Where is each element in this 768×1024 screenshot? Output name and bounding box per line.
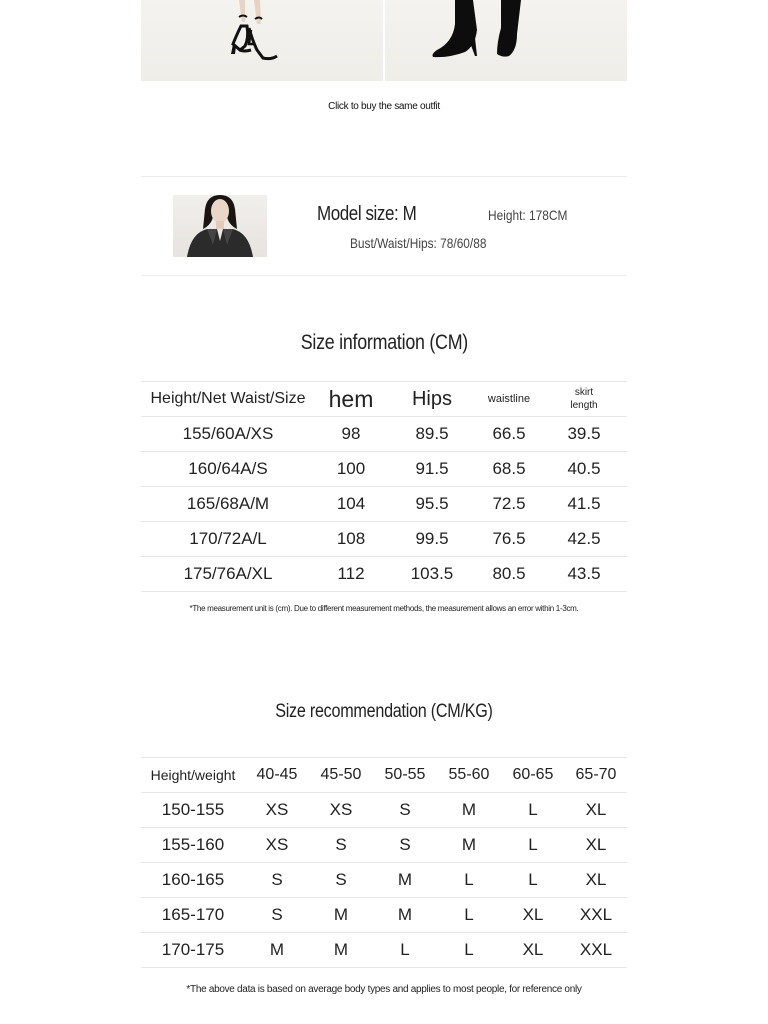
table-cell: 112 [315,557,387,592]
column-header: hem [315,382,387,417]
table-cell: 103.5 [387,557,477,592]
table-row [141,793,627,828]
table-cell: M [309,933,373,968]
table-cell: M [245,933,309,968]
table-cell: XL [565,828,627,863]
table-row [141,487,627,522]
table-cell: 91.5 [387,452,477,487]
model-height: Height: 178CM [488,207,568,223]
table-row [141,863,627,898]
table-cell: 104 [315,487,387,522]
table-header-row [141,382,627,417]
table-cell: S [373,828,437,863]
column-header: 45-50 [309,758,373,793]
table-cell: 89.5 [387,417,477,452]
table-cell: 80.5 [477,557,541,592]
table-cell: L [437,863,501,898]
table-cell: 165/68A/M [141,487,315,522]
column-header: 55-60 [437,758,501,793]
table-cell: 66.5 [477,417,541,452]
table-cell: S [373,793,437,828]
column-header: skirt length [541,382,627,417]
table-cell: L [501,863,565,898]
table-row [141,557,627,592]
table-cell: M [309,898,373,933]
table-cell: L [437,933,501,968]
table-row [141,417,627,452]
table-cell: 155-160 [141,828,245,863]
size-rec-table [141,757,627,968]
table-cell: 160/64A/S [141,452,315,487]
table-cell: L [501,828,565,863]
table-cell: 108 [315,522,387,557]
table-cell: XL [501,933,565,968]
table-cell: 39.5 [541,417,627,452]
measurement-note: *The measurement unit is (cm). Due to different measurement methods, the measurement allows an error within 1-3cm. [189,604,579,613]
model-size: Model size: M [317,203,417,225]
table-cell: XL [501,898,565,933]
recommendation-note: *The above data is based on average body types and applies to most people, for reference only [186,984,582,995]
size-rec-title: Size recommendation (CM/KG) [275,701,493,722]
sandals-photo[interactable] [141,0,383,81]
model-info [141,176,627,276]
boots-photo[interactable] [385,0,627,81]
table-cell: 41.5 [541,487,627,522]
table-row [141,522,627,557]
table-cell: S [245,898,309,933]
column-header: Hips [387,382,477,417]
table-cell: M [437,828,501,863]
table-row [141,933,627,968]
table-cell: 95.5 [387,487,477,522]
table-row [141,452,627,487]
table-cell: 165-170 [141,898,245,933]
table-cell: L [373,933,437,968]
table-cell: XL [565,793,627,828]
column-header: 50-55 [373,758,437,793]
table-cell: S [309,828,373,863]
table-cell: 72.5 [477,487,541,522]
column-header: 40-45 [245,758,309,793]
column-header: 60-65 [501,758,565,793]
table-cell: 76.5 [477,522,541,557]
size-info-title: Size information (CM) [300,331,468,354]
column-header: Height/Net Waist/Size [141,382,315,417]
table-cell: 99.5 [387,522,477,557]
table-cell: 100 [315,452,387,487]
table-cell: 43.5 [541,557,627,592]
table-cell: S [245,863,309,898]
table-cell: M [373,898,437,933]
table-header-row [141,758,627,793]
table-cell: 150-155 [141,793,245,828]
table-cell: L [501,793,565,828]
column-header: waistline [477,382,541,417]
table-cell: XL [565,863,627,898]
table-cell: 170/72A/L [141,522,315,557]
table-cell: XS [245,793,309,828]
model-avatar [173,195,267,257]
table-cell: XXL [565,898,627,933]
table-cell: 160-165 [141,863,245,898]
table-cell: 175/76A/XL [141,557,315,592]
table-cell: M [373,863,437,898]
table-cell: 170-175 [141,933,245,968]
table-cell: M [437,793,501,828]
outfit-buy-link[interactable]: Click to buy the same outfit [328,101,440,112]
table-row [141,898,627,933]
outfit-photos[interactable] [141,0,627,81]
table-cell: S [309,863,373,898]
table-cell: L [437,898,501,933]
table-cell: 98 [315,417,387,452]
table-cell: 68.5 [477,452,541,487]
table-cell: 42.5 [541,522,627,557]
column-header: Height/weight [141,758,245,793]
column-header: 65-70 [565,758,627,793]
table-cell: 155/60A/XS [141,417,315,452]
table-cell: XXL [565,933,627,968]
table-cell: XS [309,793,373,828]
table-cell: XS [245,828,309,863]
table-cell: 40.5 [541,452,627,487]
model-measurements: Bust/Waist/Hips: 78/60/88 [350,235,487,251]
size-info-table [141,381,627,592]
table-row [141,828,627,863]
